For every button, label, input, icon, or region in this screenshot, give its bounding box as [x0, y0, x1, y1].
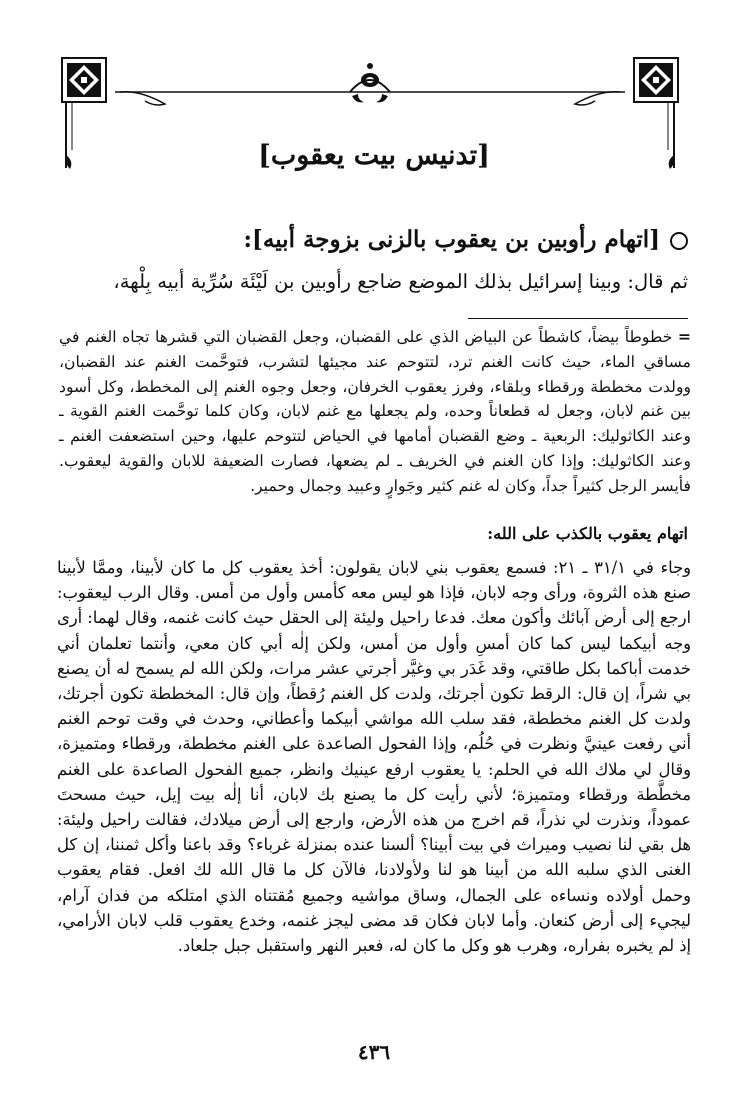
- footnote: [59, 325, 691, 499]
- intro-line: ثم قال: وبينا إسرائيل بذلك الموضع ضاجع رأوبين بن لَيْئَة سُرِّية أبيه بِلْهة،: [113, 270, 688, 293]
- body-paragraph: وجاء في ٣١/١ ـ ٢١: فسمع يعقوب بني لابان يقولون: أخذ يعقوب كل ما كان لأبينا، وممَّا لأبينا صنع هذه الثروة، ورأى وجه لابان، فإذا هو ليس معه كأمس وأول من أمس. وقال الرب ليعقوب: ارجع إلى أرض آبائك وأكون معك. فدعا راحيل وليئة إلى الحقل حيث كانت غنمه، وقال لهما: أرى وجه أبيكما ليس كما كان أمسِ وأول من أمس، ولكن إلٰه أبي كان معي، وأنتما تعلمان أني خدمت أباكما بكل طاقتي، وقد غَدَر بي وغيَّر أجرتي عشر مرات، ولكن الله لم يسمح له أن يصنع بي شراً، إن قال: الرقط تكون أجرتك، ولدت كل الغنم رُقطاً، وإن قال: المخططة تكون أجرتك، ولدت كل الغنم مخططة، فقد سلب الله مواشي أبيكما وأعطاني، وحدث في وقت توحم الغنم أني رفعت عينيَّ ونظرت في حُلُم، وإذا الفحول الصاعدة على الغنم مخططة، ورقطاء ومتميزة، وقال لي ملاك الله في الحلم: يا يعقوب ارفع عينيك وانظر، جميع الفحول الصاعدة على الغنم مخطَّطة ورقطاء ومتميزة؛ لأني رأيت كل ما يصنع بك لابان، أنا إلٰه بيت إيل، حيث مسحتَ عموداً، ونذرت لي نذراً، قم اخرج من هذه الأرض، وارجع إلى أرض ميلادك، فقالت راحيل وليئة: هل بقي لنا نصيب وميراث في بيت أبينا؟ ألسنا عنده بمنزلة غرباء؟ وقد باعنا وأكل ثمننا، إن كل الغنى الذي سلبه الله من أبينا هو لنا ولأولادنا، فالآن كل ما قال الله لك افعل. فقام يعقوب وحمل أولاده ونساءه على الجمال، وساق مواشيه وجميع مُقتناه الذي امتلكه من فدان آرام، ليجيء إلى أرض كنعان. وأما لابان فكان قد مضى ليجز غنمه، وخدع يعقوب قلب لابان الأرامي، إذ لم يخبره بفراره، وهرب هو وكل ما كان له، فعبر النهر واستقبل جبل جلعاد.: [57, 558, 691, 956]
- circle-bullet-icon: [670, 232, 688, 250]
- section-heading-text: [اتهام رأوبين بن يعقوب بالزنى بزوجة أبيه]:: [243, 226, 660, 253]
- section-heading: [48, 226, 688, 253]
- sub-heading: اتهام يعقوب بالكذب على الله:: [487, 524, 688, 543]
- page-number: ٤٣٦: [357, 1040, 391, 1064]
- footnote-continuation-marker: =: [677, 327, 691, 346]
- footnote-text: خطوطاً بيضاً، كاشطاً عن البياض الذي على القضبان، وجعل القضبان التي قشرها تجاه الغنم في مساقي الماء، حيث كانت الغنم ترد، لتتوحم عند مجيئها لتشرب، فتوحَّمت الغنم عند القضبان، وولدت مخططة ورقطاء وبلقاء، وفرز يعقوب الخرفان، وجعل وجوه الغنم إلى المخطط، وكل أسود بين غنم لابان، وجعل له قطعاناً وحده، ولم يجعلها مع غنم لابان، وكان كلما توحَّمت الغنم القوية ـ وعند الكاثوليك: الربعية ـ وضع القضبان أمامها في الحياض لتتوحم عليها، وحين استضعفت الغنم ـ وعند الكاثوليك: وإذا كان الغنم في الخريف ـ لم يضعها، فصارت الضعيفة للابان والقوية ليعقوب. فأيسر الرجل كثيراً جداً، وكان له غنم كثير وجَوارٍ وعبيد وجمال وحمير.: [59, 328, 692, 495]
- footnote-separator: [468, 318, 688, 319]
- chapter-title: [تدنيس بيت يعقوب]: [258, 140, 490, 171]
- center-flourish-icon: [350, 63, 390, 102]
